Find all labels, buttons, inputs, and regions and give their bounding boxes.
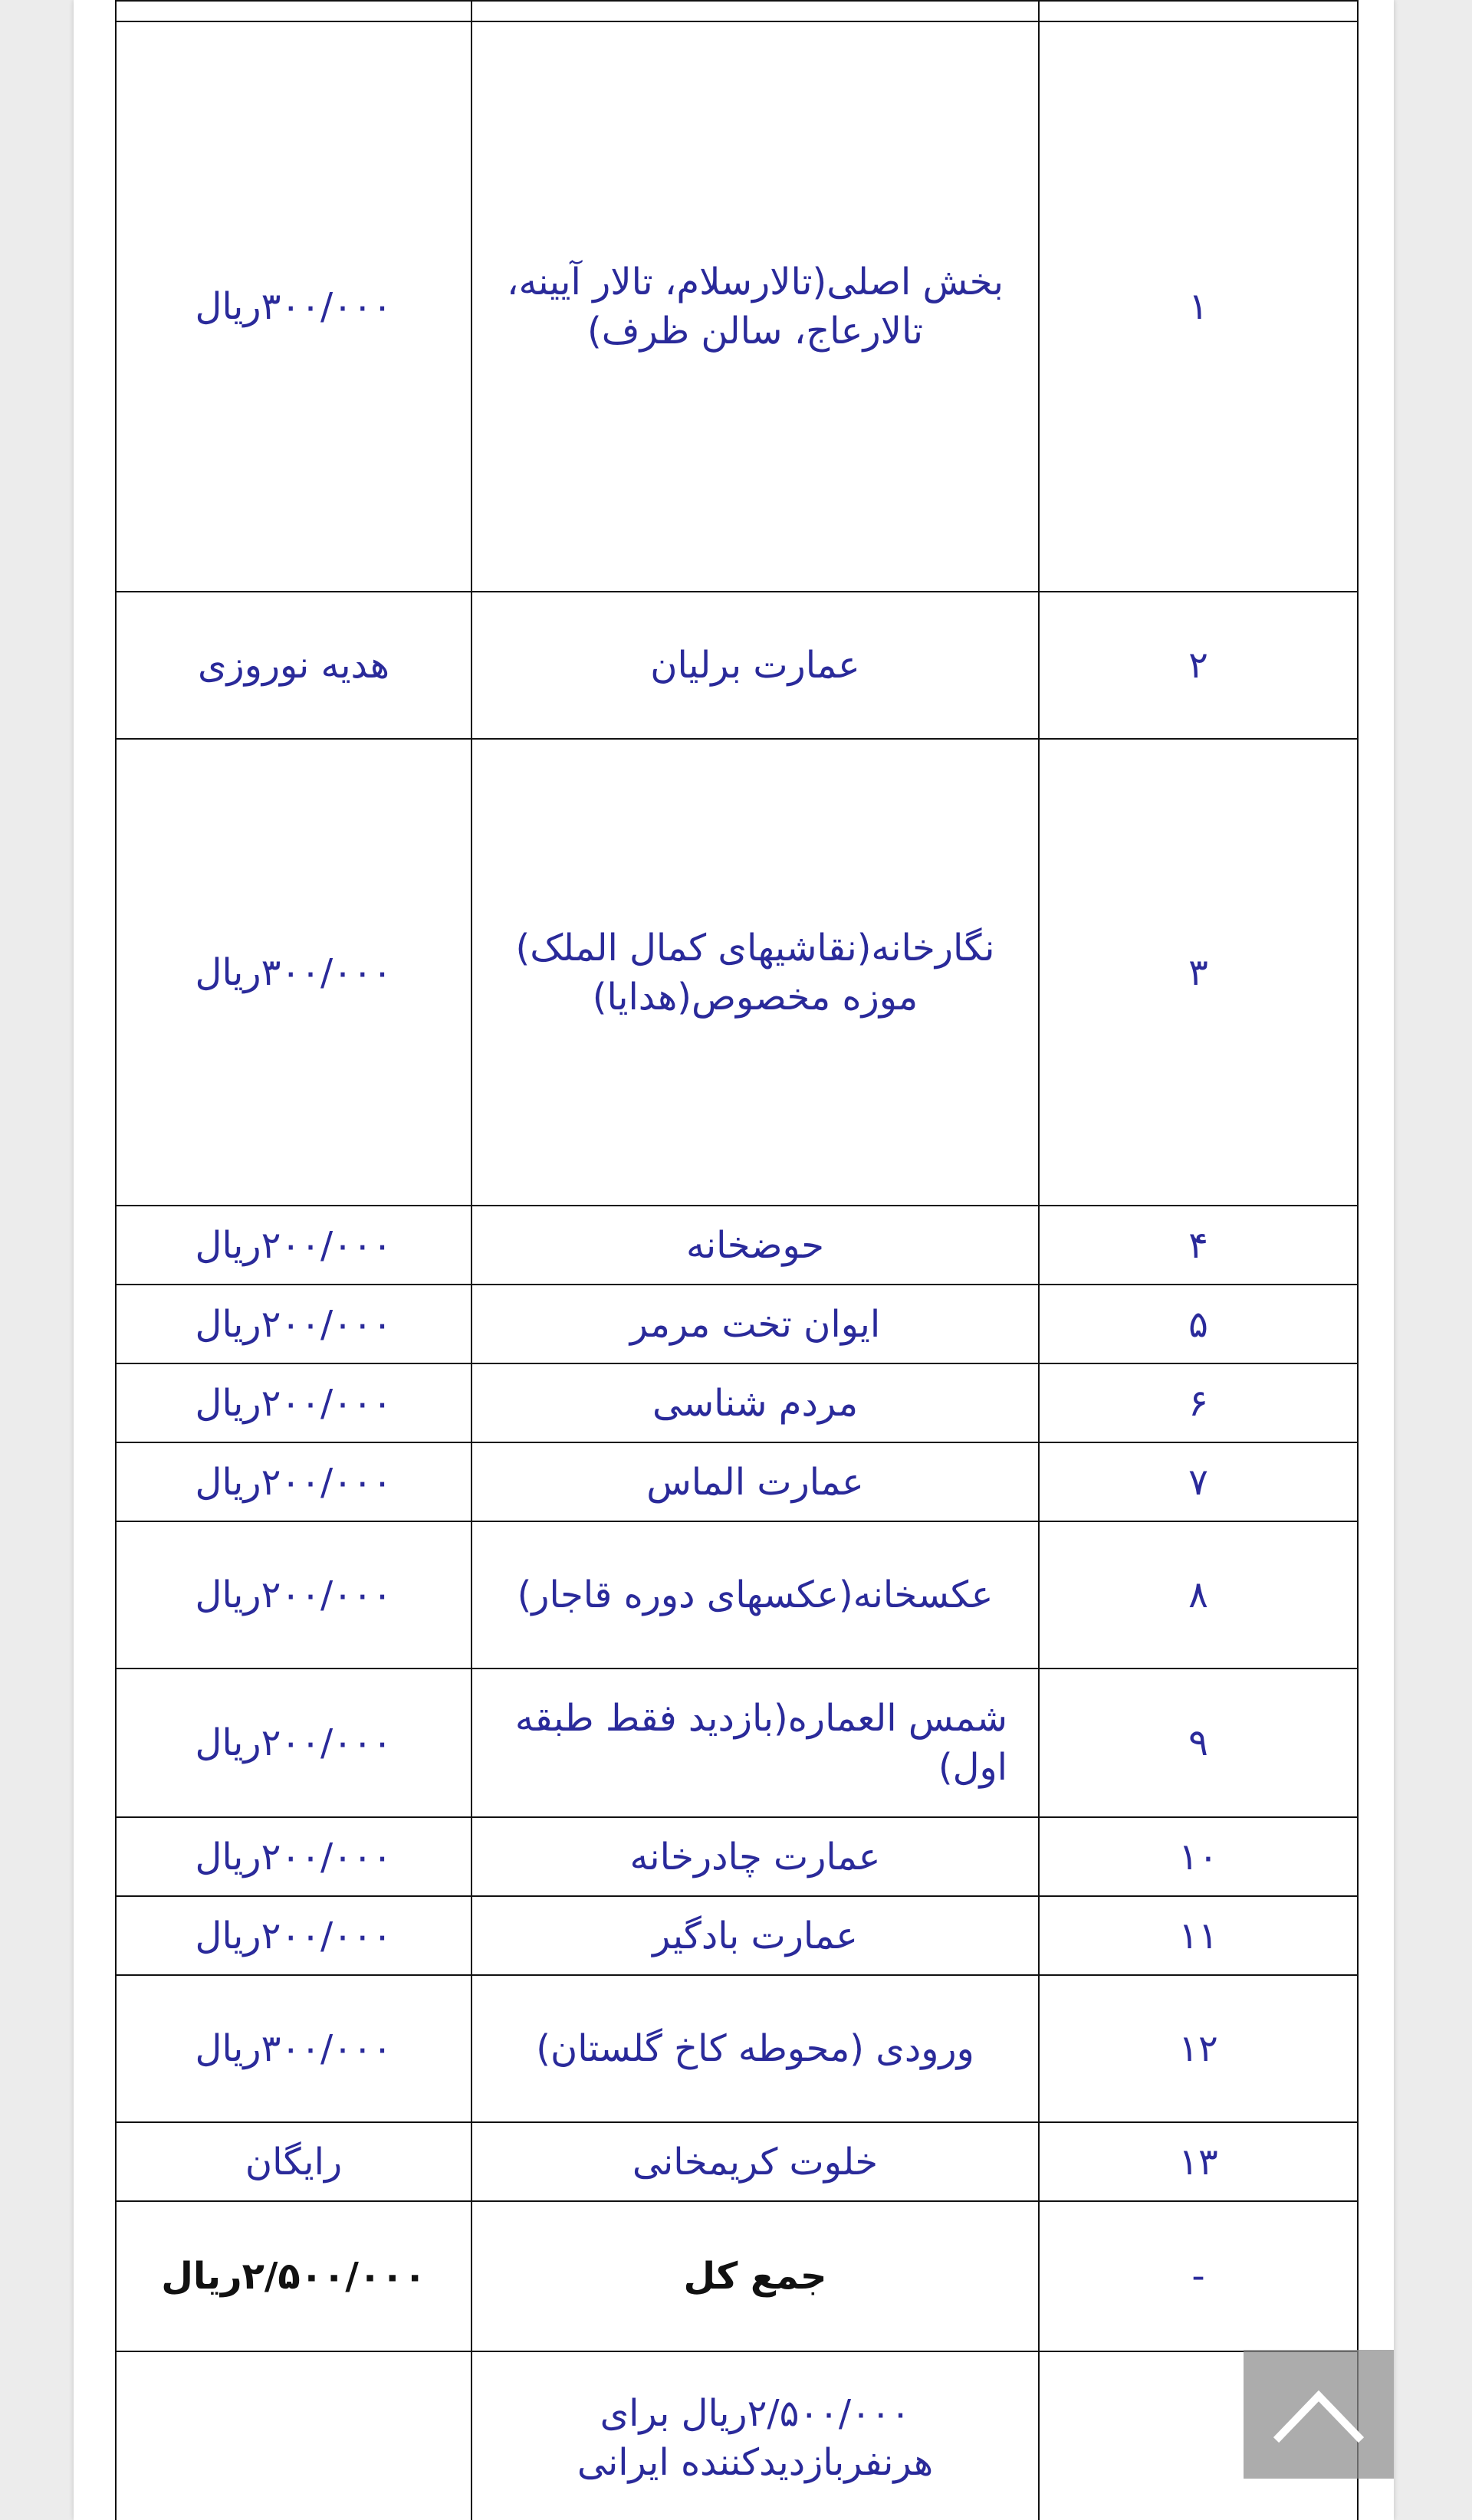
ticket-price: ۳۰۰/۰۰۰ريال xyxy=(116,739,472,1206)
ticket-price: ۲۰۰/۰۰۰ريال xyxy=(116,1206,472,1285)
ticket-price: رایگان xyxy=(116,2122,472,2201)
ticket-price: ۲۰۰/۰۰۰ريال xyxy=(116,1669,472,1817)
ticket-price: ۲۰۰/۰۰۰ريال xyxy=(116,1896,472,1975)
site-name: شمس العماره(بازدید فقط طبقه اول) xyxy=(472,1669,1039,1817)
row-number: ۱۳ xyxy=(1039,2122,1358,2201)
table-row-total xyxy=(116,2201,1358,2351)
row-number: ۹ xyxy=(1039,1669,1358,1817)
table-row xyxy=(116,1669,1358,1817)
row-number: ۷ xyxy=(1039,1442,1358,1521)
site-name: مردم شناسی xyxy=(472,1363,1039,1442)
site-name: ورودی (محوطه کاخ گلستان) xyxy=(472,1975,1039,2122)
total-price: ۲/۵۰۰/۰۰۰ريال xyxy=(116,2201,472,2351)
table-row xyxy=(116,1206,1358,1285)
ticket-price-table xyxy=(115,0,1359,2520)
table-row-note xyxy=(116,2351,1358,2520)
table-row xyxy=(116,1285,1358,1363)
table-row xyxy=(116,1363,1358,1442)
ticket-price: ۳۰۰/۰۰۰ريال xyxy=(116,21,472,592)
ticket-price: ۲۰۰/۰۰۰ريال xyxy=(116,1442,472,1521)
row-number: ۵ xyxy=(1039,1285,1358,1363)
table-row xyxy=(116,1442,1358,1521)
row-number: ۲ xyxy=(1039,592,1358,739)
note-text: ۲/۵۰۰/۰۰۰ريال برای هرنفربازدیدکننده ایرانی xyxy=(472,2351,1039,2520)
table-row xyxy=(116,1817,1358,1896)
ticket-price: ۲۰۰/۰۰۰ريال xyxy=(116,1817,472,1896)
row-number: ۳ xyxy=(1039,739,1358,1206)
site-name: نگارخانه(نقاشیهای کمال الملک) موزه مخصوص(هدایا) xyxy=(472,739,1039,1206)
table-row xyxy=(116,1975,1358,2122)
table-row xyxy=(116,1896,1358,1975)
empty-cell xyxy=(1039,1,1358,21)
table-row xyxy=(116,21,1358,592)
site-name: عمارت چادرخانه xyxy=(472,1817,1039,1896)
chevron-up-icon xyxy=(1273,2384,1365,2445)
empty-cell xyxy=(472,1,1039,21)
row-number: ۸ xyxy=(1039,1521,1358,1669)
total-label: جمع کل xyxy=(472,2201,1039,2351)
row-number: - xyxy=(1039,2201,1358,2351)
row-number: ۶ xyxy=(1039,1363,1358,1442)
site-name: عمارت برلیان xyxy=(472,592,1039,739)
row-number: ۱۰ xyxy=(1039,1817,1358,1896)
ticket-price: ۲۰۰/۰۰۰ريال xyxy=(116,1285,472,1363)
row-number: ١ xyxy=(1039,21,1358,592)
site-name: عکسخانه(عکسهای دوره قاجار) xyxy=(472,1521,1039,1669)
empty-cell xyxy=(116,1,472,21)
row-number: ۱۱ xyxy=(1039,1896,1358,1975)
site-name: بخش اصلی(تالارسلام، تالار آیینه، تالارعاج، سالن ظرف) xyxy=(472,21,1039,592)
table-row xyxy=(116,739,1358,1206)
site-name: عمارت بادگیر xyxy=(472,1896,1039,1975)
site-name: خلوت کریمخانی xyxy=(472,2122,1039,2201)
table-row-top-partial xyxy=(116,1,1358,21)
site-name: ایوان تخت مرمر xyxy=(472,1285,1039,1363)
empty-cell xyxy=(116,2351,472,2520)
row-number: ۴ xyxy=(1039,1206,1358,1285)
ticket-price: ۲۰۰/۰۰۰ريال xyxy=(116,1521,472,1669)
scroll-to-top-button[interactable] xyxy=(1244,2350,1394,2479)
table-row xyxy=(116,1521,1358,1669)
site-name: عمارت الماس xyxy=(472,1442,1039,1521)
ticket-price: ۳۰۰/۰۰۰ريال xyxy=(116,1975,472,2122)
row-number: ۱۲ xyxy=(1039,1975,1358,2122)
ticket-price: ۲۰۰/۰۰۰ريال xyxy=(116,1363,472,1442)
site-name: حوضخانه xyxy=(472,1206,1039,1285)
table-row xyxy=(116,2122,1358,2201)
ticket-price: هدیه نوروزی xyxy=(116,592,472,739)
table-row xyxy=(116,592,1358,739)
